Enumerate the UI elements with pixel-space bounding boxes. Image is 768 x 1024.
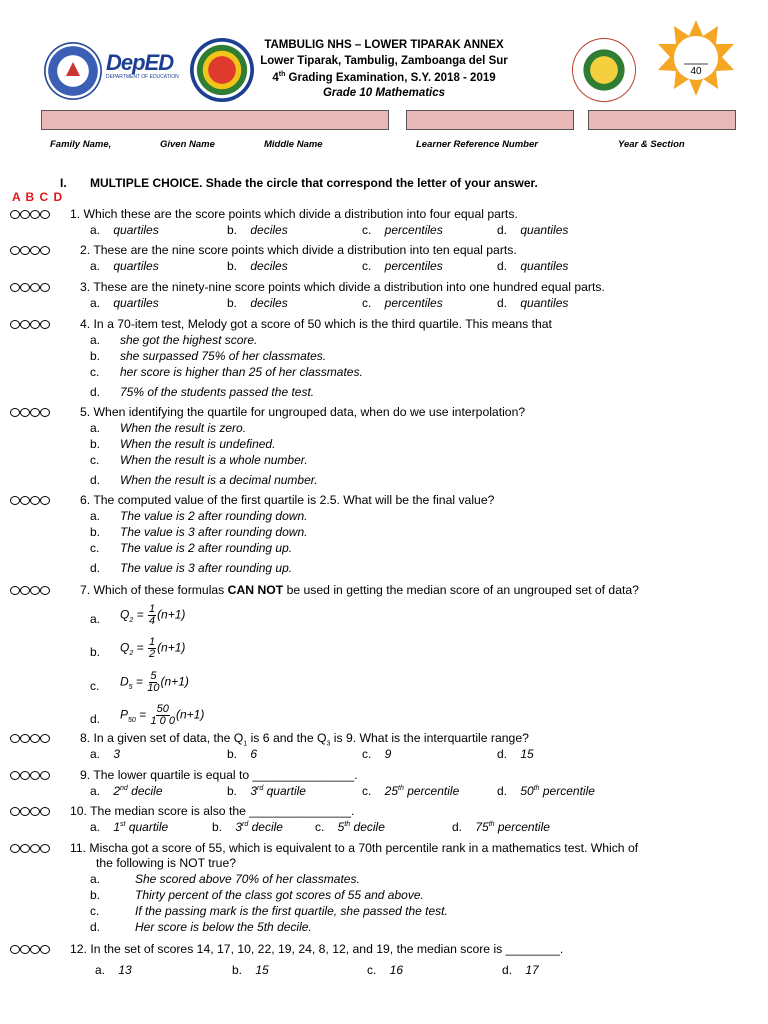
option-item: c. 9 [362,747,392,761]
answer-circle-q5-b[interactable] [20,408,30,417]
option-text: she got the highest score. [120,333,258,347]
deped-wordmark: DepED [106,50,174,75]
option-label: d. [90,712,101,726]
answer-circle-q8-d[interactable] [40,734,50,743]
answer-circle-q6-d[interactable] [40,496,50,505]
question-text-11-line2: the following is NOT true? [96,856,236,870]
option-item: c. 25th percentile [362,784,460,798]
option-label: a. [90,612,101,626]
answer-circle-q3-b[interactable] [20,283,30,292]
option-item: d. 15 [497,747,534,761]
option-text: When the result is zero. [120,421,247,435]
score-sun-icon [656,18,736,98]
answer-circle-q4-a[interactable] [10,320,20,329]
answer-circles [10,283,50,292]
option-item: a. 1st quartile [90,820,169,834]
question-text-8: 8. In a given set of data, the $Q_1$ is 6 and the $Q_3$ is 9. What is the interquartile range? [80,731,529,748]
answer-circles [10,320,50,329]
formula-option: $Q_2$ = $\frac{1}{2}$ (n+1) [120,636,186,660]
answer-circle-q8-b[interactable] [20,734,30,743]
option-label: d. [90,561,101,575]
option-item: a. 3 [90,747,121,761]
option-label: d. [90,385,101,399]
option-label: a. [90,509,101,523]
option-item: a. 2nd decile [90,784,163,798]
answer-circle-q12-d[interactable] [40,945,50,954]
question-text-6: 6. The computed value of the first quartile is 2.5. What will be the final value? [80,493,495,507]
question-text-4: 4. In a 70-item test, Melody got a score of 50 which is the third quartile. This means that [80,317,552,331]
answer-circle-q11-a[interactable] [10,844,20,853]
formula-option: $Q_2$ = $\frac{1}{4}$ (n+1) [120,603,186,627]
answer-circle-q8-a[interactable] [10,734,20,743]
option-label: a. [90,421,101,435]
option-label: c. [90,904,100,918]
option-item: a. quartiles [90,259,159,273]
answer-circle-q2-c[interactable] [30,246,40,255]
option-item: c. percentiles [362,259,443,273]
answer-circle-q7-c[interactable] [30,586,40,595]
question-text-5: 5. When identifying the quartile for ungrouped data, when do we use interpolation? [80,405,526,419]
answer-circles [10,807,50,816]
option-item: d. quantiles [497,259,569,273]
answer-circle-q1-b[interactable] [20,210,30,219]
option-text: When the result is a whole number. [120,453,308,467]
option-item: c. 5th decile [315,820,385,834]
answer-circles [10,210,50,219]
option-label: c. [90,453,100,467]
option-item: a. quartiles [90,223,159,237]
option-item: b. deciles [227,259,288,273]
answer-circle-q7-a[interactable] [10,586,20,595]
name-field[interactable] [41,110,389,130]
option-text: When the result is a decimal number. [120,473,318,487]
option-item: b. 3rd quartile [227,784,306,798]
answer-circle-q10-c[interactable] [30,807,40,816]
answer-circle-q5-a[interactable] [10,408,20,417]
answer-circle-q11-d[interactable] [40,844,50,853]
deped-subtitle: DEPARTMENT OF EDUCATION [106,74,179,80]
answer-circle-q4-c[interactable] [30,320,40,329]
answer-circle-q9-c[interactable] [30,771,40,780]
option-label: b. [90,645,101,659]
answer-circles [10,496,50,505]
school-address: Lower Tiparak, Tambulig, Zamboanga del Sur [260,55,508,67]
option-text: The value is 2 after rounding up. [120,541,293,555]
option-item: a. quartiles [90,296,159,310]
answer-circles [10,945,50,954]
answer-circle-q10-b[interactable] [20,807,30,816]
option-label: d. [90,473,101,487]
option-label: a. [90,872,101,886]
section-title: MULTIPLE CHOICE. Shade the circle that correspond the letter of your answer. [90,176,538,190]
question-text-11: 11. Mischa got a score of 55, which is equivalent to a 70th percentile rank in a mathematics test. Which of [70,841,639,855]
given-name-label: Given Name [160,139,215,150]
answer-circle-q9-d[interactable] [40,771,50,780]
option-item: b. deciles [227,223,288,237]
option-item: d. quantiles [497,296,569,310]
option-text: The value is 3 after rounding up. [120,561,293,575]
answer-circle-q3-d[interactable] [40,283,50,292]
option-text: Thirty percent of the class got scores of 55 and above. [135,888,424,902]
option-label: c. [90,541,100,555]
answer-circles [10,246,50,255]
question-text-12: 12. In the set of scores 14, 17, 10, 22, 19, 24, 8, 12, and 19, the median score is ________. [70,942,564,956]
question-text-2: 2. These are the nine score points which divide a distribution into ten equal parts. [80,243,517,257]
answer-circle-q5-c[interactable] [30,408,40,417]
option-text: The value is 2 after rounding down. [120,509,308,523]
formula-option: $P_{50}$ = $\frac{50}{1 0 0}$ (n+1) [120,703,205,727]
lrn-label: Learner Reference Number [416,139,538,150]
lrn-field[interactable] [406,110,574,130]
option-item: c. percentiles [362,223,443,237]
answer-circle-q2-a[interactable] [10,246,20,255]
answer-circle-q9-a[interactable] [10,771,20,780]
question-text-1: 1. Which these are the score points which divide a distribution into four equal parts. [70,207,518,221]
option-item: c. 16 [367,963,404,977]
school-name: TAMBULIG NHS – LOWER TIPARAK ANNEX [264,39,504,51]
option-item: b. deciles [227,296,288,310]
answer-circle-q4-b[interactable] [20,320,30,329]
answer-circle-q3-c[interactable] [30,283,40,292]
subject-title: Grade 10 Mathematics [322,87,446,99]
answer-circle-q2-b[interactable] [20,246,30,255]
answer-circle-q12-b[interactable] [20,945,30,954]
section-number: I. [60,176,67,190]
exam-title: 4th Grading Examination, S.Y. 2018 - 2019 [272,71,496,84]
answer-circle-q6-b[interactable] [20,496,30,505]
option-label: b. [90,888,101,902]
option-label: a. [90,333,101,347]
option-text: When the result is undefined. [120,437,276,451]
option-item: c. percentiles [362,296,443,310]
option-item: d. 50th percentile [497,784,595,798]
answer-circles [10,771,50,780]
family-name-label: Family Name, [50,139,112,150]
option-text: Her score is below the 5th decile. [135,920,312,934]
middle-name-label: Middle Name [264,139,323,150]
answer-circle-q3-a[interactable] [10,283,20,292]
answer-circle-q1-c[interactable] [30,210,40,219]
answer-circle-q8-c[interactable] [30,734,40,743]
option-text: If the passing mark is the first quartile, she passed the test. [135,904,448,918]
option-item: b. 6 [227,747,258,761]
question-text-10: 10. The median score is also the _______________. [70,804,355,818]
answer-circle-q11-c[interactable] [30,844,40,853]
option-item: d. 17 [502,963,539,977]
formula-option: $D_5$ = $\frac{5}{10}$ (n+1) [120,670,189,694]
answer-circles [10,586,50,595]
answer-circle-q4-d[interactable] [40,320,50,329]
answer-circle-q10-a[interactable] [10,807,20,816]
answer-circle-q7-b[interactable] [20,586,30,595]
answer-circle-q11-b[interactable] [20,844,30,853]
option-text: 75% of the students passed the test. [120,385,315,399]
option-text: She scored above 70% of her classmates. [135,872,360,886]
option-item: b. 15 [232,963,269,977]
year-section-field[interactable] [588,110,736,130]
question-text-7: 7. Which of these formulas CAN NOT be used in getting the median score of an ungrouped set of data? [80,583,639,597]
option-text: The value is 3 after rounding down. [120,525,308,539]
option-text: she surpassed 75% of her classmates. [120,349,327,363]
answer-circle-q10-d[interactable] [40,807,50,816]
answer-circles [10,408,50,417]
answer-circle-q6-a[interactable] [10,496,20,505]
answer-circle-q9-b[interactable] [20,771,30,780]
answer-circle-q6-c[interactable] [30,496,40,505]
answer-circle-q1-a[interactable] [10,210,20,219]
option-item: b. 3rd decile [212,820,283,834]
option-item: d. 75th percentile [452,820,550,834]
answer-circle-q7-d[interactable] [40,586,50,595]
option-item: a. 13 [95,963,132,977]
question-text-9: 9. The lower quartile is equal to _______________. [80,768,358,782]
option-label: b. [90,349,101,363]
total-score: 40 [690,66,702,77]
option-text: her score is higher than 25 of her classmates. [120,365,363,379]
answer-circle-q5-d[interactable] [40,408,50,417]
option-label: b. [90,437,101,451]
option-label: d. [90,920,101,934]
answer-circle-q12-c[interactable] [30,945,40,954]
school-seal-logo [572,38,636,102]
year-section-label: Year & Section [618,139,685,150]
abcd-letters: A B C D [12,190,64,204]
answer-circle-q2-d[interactable] [40,246,50,255]
option-label: b. [90,525,101,539]
answer-circles [10,734,50,743]
answer-circle-q12-a[interactable] [10,945,20,954]
option-label: c. [90,679,100,693]
answer-circle-q1-d[interactable] [40,210,50,219]
question-text-3: 3. These are the ninety-nine score points which divide a distribution into one hundred equal parts. [80,280,605,294]
answer-circles [10,844,50,853]
option-item: d. quantiles [497,223,569,237]
option-label: c. [90,365,100,379]
